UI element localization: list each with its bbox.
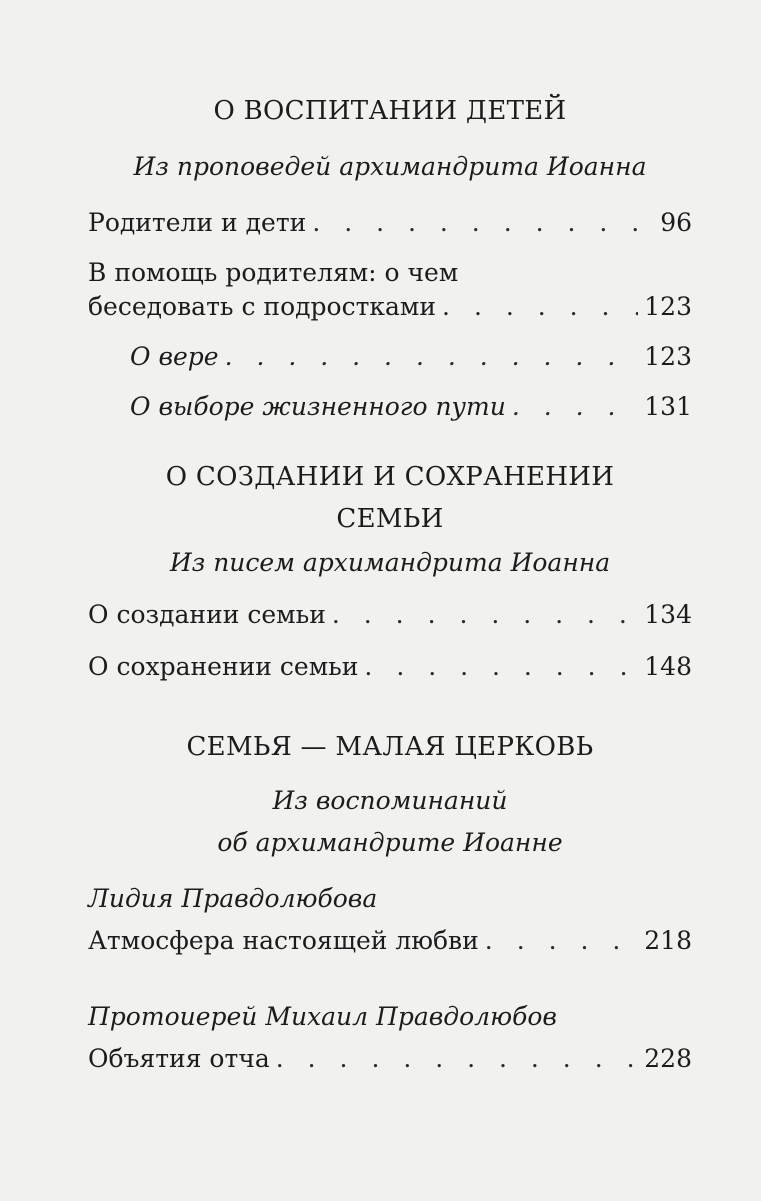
dot-leader xyxy=(485,926,638,955)
toc-entry-fathers-embrace[interactable] xyxy=(88,1044,692,1073)
toc-entry-life-path[interactable] xyxy=(130,392,692,421)
section-title-family-line2: СЕМЬИ xyxy=(336,504,444,534)
toc-page-number: 148 xyxy=(644,652,692,681)
toc-page-number: 123 xyxy=(644,292,692,321)
toc-entry-label: О создании семьи xyxy=(88,600,326,629)
toc-entry-help-parents-line1: В помощь родителям: о чем xyxy=(88,258,459,287)
toc-entry-atmosphere-of-love[interactable] xyxy=(88,926,692,955)
toc-entry-label: Родители и дети xyxy=(88,208,307,237)
toc-entry-label: О выборе жизненного пути xyxy=(130,392,506,421)
section-title-upbringing: О ВОСПИТАНИИ ДЕТЕЙ xyxy=(213,96,567,126)
section-subtitle-sermons: Из проповедей архимандрита Иоанна xyxy=(133,152,647,181)
toc-entry-label: Объятия отча xyxy=(88,1044,270,1073)
toc-entry-help-parents[interactable] xyxy=(88,292,692,321)
toc-page-number: 123 xyxy=(644,342,692,371)
dot-leader xyxy=(442,292,638,321)
section-title-family-line1: О СОЗДАНИИ И СОХРАНЕНИИ xyxy=(165,462,615,492)
toc-entry-family-preservation[interactable] xyxy=(88,652,692,681)
toc-page-number: 218 xyxy=(644,926,692,955)
section-subtitle-memories-line2: об архимандрите Иоанне xyxy=(217,828,563,857)
section-title-small-church: СЕМЬЯ — МАЛАЯ ЦЕРКОВЬ xyxy=(186,732,594,762)
toc-page-number: 131 xyxy=(644,392,692,421)
toc-entry-label: О сохранении семьи xyxy=(88,652,359,681)
author-name: Протоиерей Михаил Правдолюбов xyxy=(88,1002,557,1031)
dot-leader xyxy=(312,208,654,237)
toc-entry-family-creation[interactable] xyxy=(88,600,692,629)
section-subtitle-letters: Из писем архимандрита Иоанна xyxy=(169,548,611,577)
dot-leader xyxy=(332,600,638,629)
dot-leader xyxy=(276,1044,639,1073)
section-subtitle-memories-line1: Из воспоминаний xyxy=(272,786,508,815)
dot-leader xyxy=(512,392,638,421)
toc-page-number: 228 xyxy=(644,1044,692,1073)
author-name: Лидия Правдолюбова xyxy=(88,884,378,913)
toc-page-number: 96 xyxy=(660,208,692,237)
toc-entry-parents-children[interactable] xyxy=(88,208,692,237)
toc-entry-faith[interactable] xyxy=(130,342,692,371)
toc-entry-label: О вере xyxy=(130,342,219,371)
toc-entry-label: беседовать с подростками xyxy=(88,292,437,321)
toc-entry-label: Атмосфера настоящей любви xyxy=(88,926,479,955)
toc-page-number: 134 xyxy=(644,600,692,629)
dot-leader xyxy=(364,652,638,681)
dot-leader xyxy=(225,342,639,371)
